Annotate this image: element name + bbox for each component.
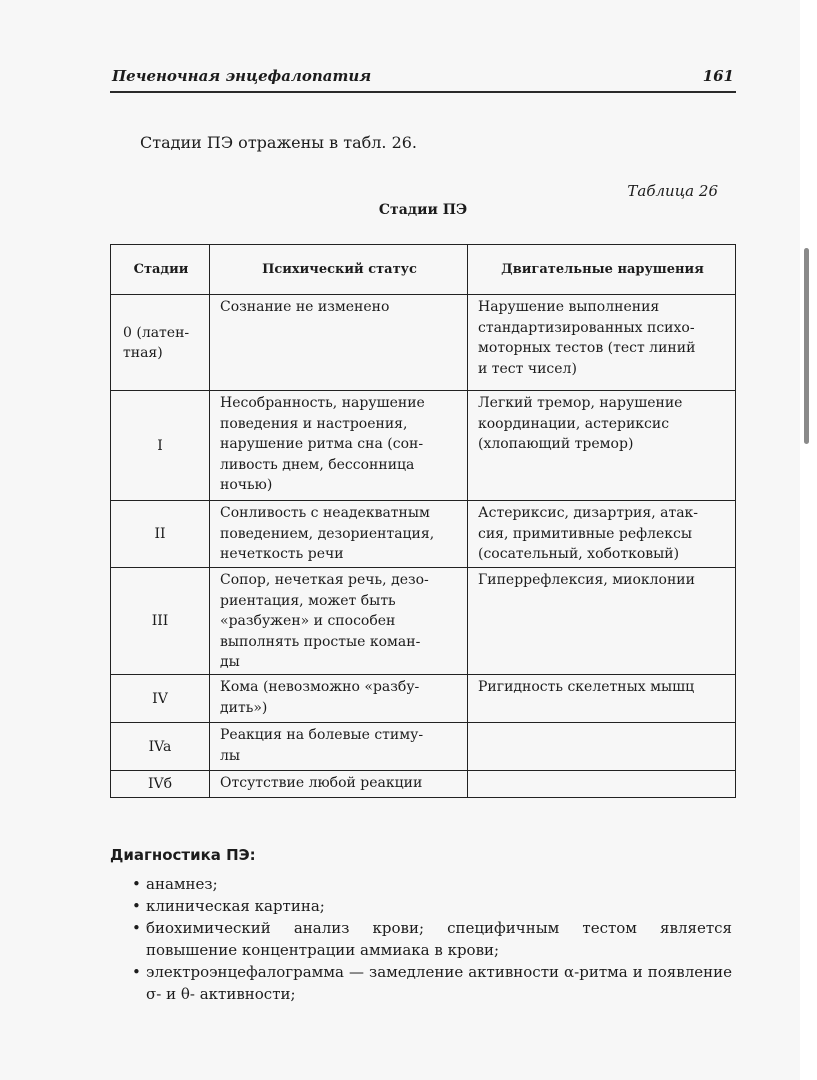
intro-paragraph: Стадии ПЭ отражены в табл. 26. — [140, 133, 418, 152]
mental-status-text: Реакция на болевые стиму- лы — [220, 727, 424, 764]
stage-label: I — [157, 437, 163, 454]
list-item-text: электроэнцефалограмма — замедление активности α-ритма и появление σ- и θ- активности; — [146, 963, 732, 1003]
motor-disorders-cell — [468, 295, 736, 391]
stage-label: II — [154, 526, 166, 543]
mental-status-cell — [210, 675, 468, 723]
mental-status-cell — [210, 568, 468, 675]
mental-status-text: Сонливость с неадекватным поведением, дезориентация, нечеткость речи — [220, 505, 435, 562]
list-item — [132, 873, 732, 895]
table-row — [111, 391, 736, 501]
motor-disorders-text: Нарушение выполнения стандартизированных психо- моторных тестов (тест линий и тест чисел) — [478, 299, 696, 377]
motor-disorders-text: Астериксис, дизартрия, атак- сия, примитивные рефлексы (сосательный, хоботковый) — [478, 505, 699, 562]
mental-status-cell — [210, 295, 468, 391]
list-item — [132, 895, 732, 917]
motor-disorders-cell — [468, 568, 736, 675]
motor-disorders-cell — [468, 501, 736, 568]
header-mental-status: Психический статус — [210, 245, 468, 295]
mental-status-text: Сознание не изменено — [220, 299, 390, 315]
mental-status-text: Кома (невозможно «разбу- дить») — [220, 679, 420, 716]
list-item — [132, 961, 732, 1005]
table-row — [111, 568, 736, 675]
table-row — [111, 675, 736, 723]
stage-cell — [111, 723, 210, 771]
table-row — [111, 723, 736, 771]
motor-disorders-text: Легкий тремор, нарушение координации, астериксис (хлопающий тремор) — [478, 395, 683, 452]
mental-status-cell — [210, 501, 468, 568]
running-head — [110, 65, 736, 93]
motor-disorders-cell — [468, 675, 736, 723]
bullet-icon: • — [132, 897, 141, 915]
stage-label: IV — [152, 690, 168, 707]
table-number: Таблица 26 — [627, 182, 718, 200]
scrollbar-thumb[interactable] — [804, 248, 809, 444]
table-header-row — [111, 245, 736, 295]
stage-cell — [111, 675, 210, 723]
header-motor-disorders: Двигательные нарушения — [468, 245, 736, 295]
stage-label: III — [151, 613, 169, 630]
stage-label: IVa — [148, 738, 172, 755]
stage-label: 0 (латен- тная) — [123, 324, 190, 361]
motor-disorders-cell — [468, 391, 736, 501]
table-row — [111, 771, 736, 798]
header-stage: Стадии — [111, 245, 210, 295]
table-row — [111, 295, 736, 391]
stage-cell — [111, 771, 210, 798]
list-item-text: клиническая картина; — [146, 897, 325, 915]
mental-status-text: Отсутствие любой реакции — [220, 775, 423, 791]
table-title: Стадии ПЭ — [378, 202, 468, 218]
mental-status-cell — [210, 723, 468, 771]
diagnostics-heading: Диагностика ПЭ: — [110, 846, 256, 864]
list-item-text: биохимический анализ крови; специфичным тестом является повышение концентрации аммиака в крови; — [146, 919, 732, 959]
list-item-text: анамнез; — [146, 875, 218, 893]
motor-disorders-cell — [468, 771, 736, 798]
bullet-icon: • — [132, 875, 141, 893]
mental-status-cell — [210, 391, 468, 501]
bullet-icon: • — [132, 919, 141, 937]
list-item — [132, 917, 732, 961]
stage-cell — [111, 501, 210, 568]
stages-table — [110, 244, 736, 798]
motor-disorders-text: Ригидность скелетных мышц — [478, 679, 695, 695]
stage-label: IVб — [147, 776, 173, 793]
motor-disorders-text: Гиперрефлексия, миоклонии — [478, 572, 695, 588]
mental-status-text: Несобранность, нарушение поведения и настроения, нарушение ритма сна (сон- ливость днем, бессонница ночью) — [220, 395, 425, 493]
page-number: 161 — [702, 67, 734, 85]
table-row — [111, 501, 736, 568]
bullet-icon: • — [132, 963, 141, 981]
motor-disorders-cell — [468, 723, 736, 771]
mental-status-cell — [210, 771, 468, 798]
diagnostics-list — [132, 873, 732, 1005]
running-title: Печеночная энцефалопатия — [112, 67, 372, 85]
mental-status-text: Сопор, нечеткая речь, дезо- риентация, может быть «разбужен» и способен выполнять простые коман- ды — [220, 572, 429, 670]
stage-cell — [111, 295, 210, 391]
stage-cell — [111, 568, 210, 675]
stage-cell — [111, 391, 210, 501]
